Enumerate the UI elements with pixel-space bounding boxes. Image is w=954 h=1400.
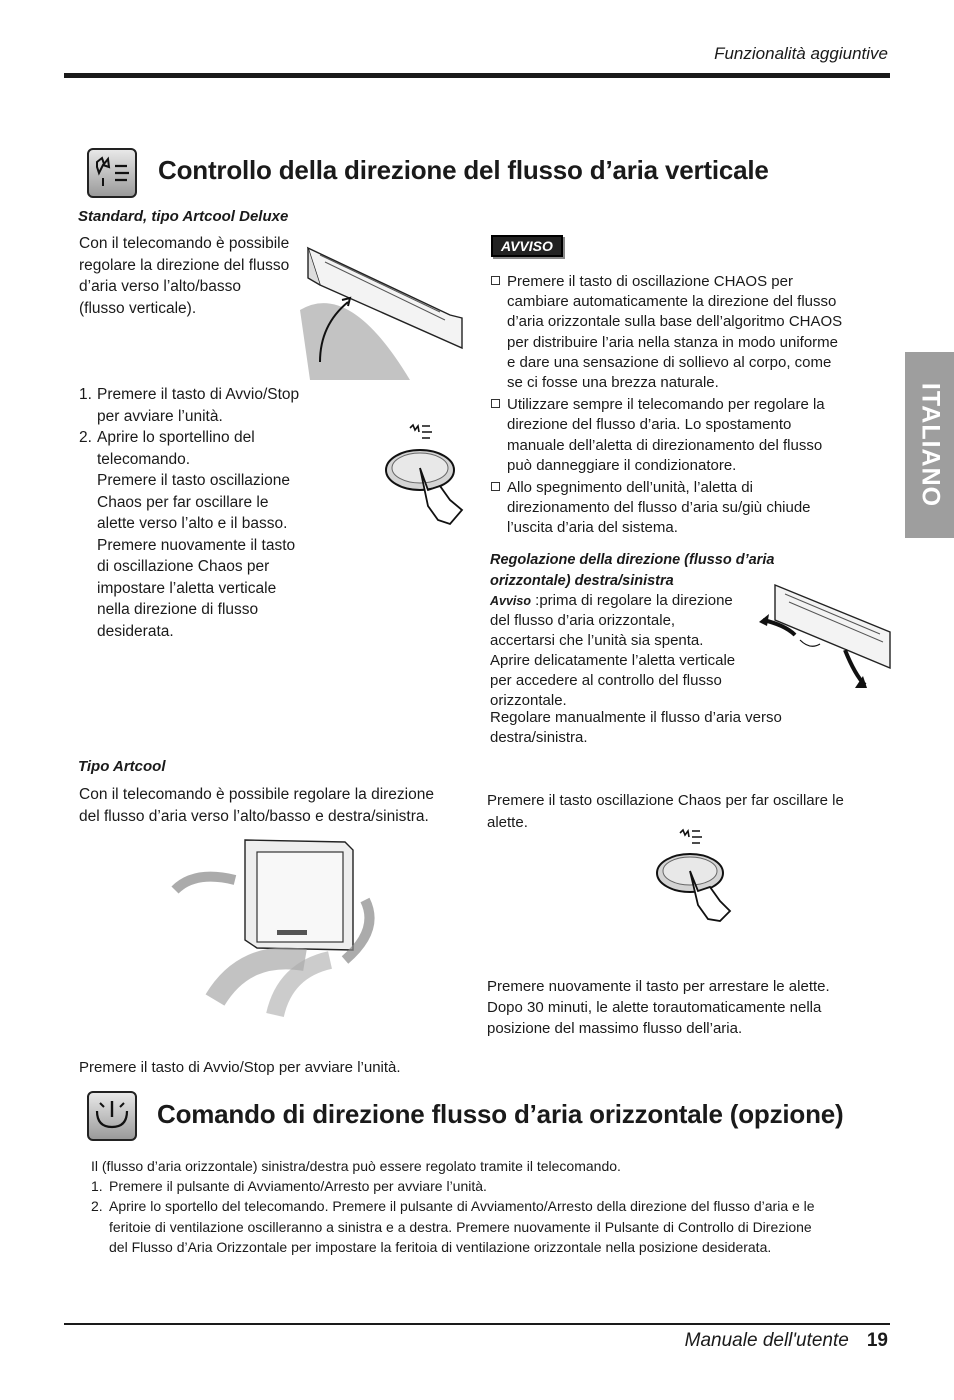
avviso-bullet: Allo spegnimento dell’unità, l’aletta di direzionamento del flusso d’aria su/giù chiude l’uscita d’aria del sistema. <box>491 478 886 539</box>
s2-step-2: 2. Aprire lo sportello del telecomando. Premere il pulsante di Avviamento/Arresto della direzione del flusso d’aria e le feritoie di ventilazione oscilleranno a sinistra e a destra. Premere nuovamente il Pulsante di Controllo di Direzione del Flusso d’Aria Orizzontale per impostare la feritoia di ventilazione orizzontale nella posizione desiderata. <box>91 1198 815 1255</box>
section2-body: Il (flusso d’aria orizzontale) sinistra/destra può essere regolato tramite il telecomando. 1. Premere il pulsante di Avviamento/Arresto per avviare l’unità. 2. Aprire lo sportello del telecomando. Premere il pulsante di Avviamento/Arresto della direzione del flusso d’aria e le feritoie di ventilazione oscilleranno a sinistra e a destra. Premere nuovamente il Pulsante di Controllo di Direzione del Flusso d’Aria Orizzontale per impostare la feritoia di ventilazione orizzontale nella posizione desiderata. <box>91 1156 891 1257</box>
vertical-swing-icon <box>87 148 137 198</box>
manual-extra: Regolare manualmente il flusso d’aria verso destra/sinistra. <box>490 709 782 746</box>
avviso-badge: AVVISO <box>491 238 563 256</box>
chaos-button-illustration-2 <box>650 825 740 925</box>
section2-title: Comando di direzione flusso d’aria orizzontale (opzione) <box>157 1099 844 1129</box>
footer-rule <box>64 1323 890 1325</box>
checkbox-icon <box>491 276 500 285</box>
artcool-bottom-text: Premere il tasto di Avvio/Stop per avviare l’unità. <box>79 1059 401 1076</box>
artcool-subtitle: Tipo Artcool <box>78 758 166 775</box>
footer-manual: Manuale dell'utente <box>684 1330 849 1351</box>
standard-steps <box>79 384 329 642</box>
checkbox-icon <box>491 482 500 491</box>
avviso-inline-label: Avviso <box>490 594 531 608</box>
page-number: 19 <box>866 1330 888 1351</box>
footer <box>685 1330 888 1352</box>
manual-text: Avviso :prima di regolare la direzione del flusso d’aria orizzontale, accertarsi che l’unità sia spenta. Aprire delicatamente l’aletta verticale per accedere al controllo del flusso orizzontale. <box>490 592 736 709</box>
step-2: 2. Aprire lo sportellino del telecomando. Premere il tasto oscillazione Chaos per far oscillare le alette verso l’alto e il basso. Premere nuovamente il tasto di oscillazione Chaos per impostare l’aletta verticale nella direzione di flusso desiderata. <box>79 429 296 640</box>
avviso-list <box>491 272 886 541</box>
artcool-right-text: Premere il tasto oscillazione Chaos per far oscillare le alette. <box>487 792 844 831</box>
artcool-unit-illustration <box>165 830 380 1025</box>
manual-subtitle: Regolazione della direzione (flusso d’aria orizzontale) destra/sinistra <box>490 552 775 589</box>
standard-intro: Con il telecomando è possibile regolare la direzione del flusso d’aria verso l’alto/basso (flusso verticale). <box>79 235 290 317</box>
s2-step-1: 1. Premere il pulsante di Avviamento/Arresto per avviare l’unità. <box>91 1178 487 1195</box>
language-tab <box>905 352 954 538</box>
step-1: 1. Premere il tasto di Avvio/Stop per avviare l’unità. <box>79 386 300 425</box>
artcool-intro: Con il telecomando è possibile regolare la direzione del flusso d’aria verso l’alto/basso e destra/sinistra. <box>79 786 434 825</box>
wall-unit-vertical-illustration <box>290 240 472 385</box>
avviso-bullet: Premere il tasto di oscillazione CHAOS per cambiare automaticamente la direzione del flusso d’aria orizzontale sulla base dell’algoritmo CHAOS per distribuire l’aria nella stanza in modo uniforme e dare una sensazione di sollievo al corpo, come se ci fosse una brezza naturale. <box>491 272 886 393</box>
wall-unit-horizontal-illustration <box>755 580 920 690</box>
standard-subtitle: Standard, tipo Artcool Deluxe <box>78 208 289 225</box>
avviso-bullet: Utilizzare sempre il telecomando per regolare la direzione del flusso d’aria. Lo spostamento manuale dell’aletta di direzionamento del flusso può danneggiare il condizionatore. <box>491 395 886 476</box>
header-rule <box>64 73 890 78</box>
language-tab-label: ITALIANO <box>916 382 944 508</box>
chaos-button-illustration <box>380 420 470 528</box>
checkbox-icon <box>491 399 500 408</box>
section1-title: Controllo della direzione del flusso d’aria verticale <box>158 155 769 185</box>
horizontal-swing-icon <box>87 1091 137 1141</box>
artcool-stop-text: Premere nuovamente il tasto per arrestare le alette. Dopo 30 minuti, le alette torautomaticamente nella posizione del massimo flusso dell’aria. <box>487 978 830 1037</box>
running-header: Funzionalità aggiuntive <box>714 44 888 63</box>
